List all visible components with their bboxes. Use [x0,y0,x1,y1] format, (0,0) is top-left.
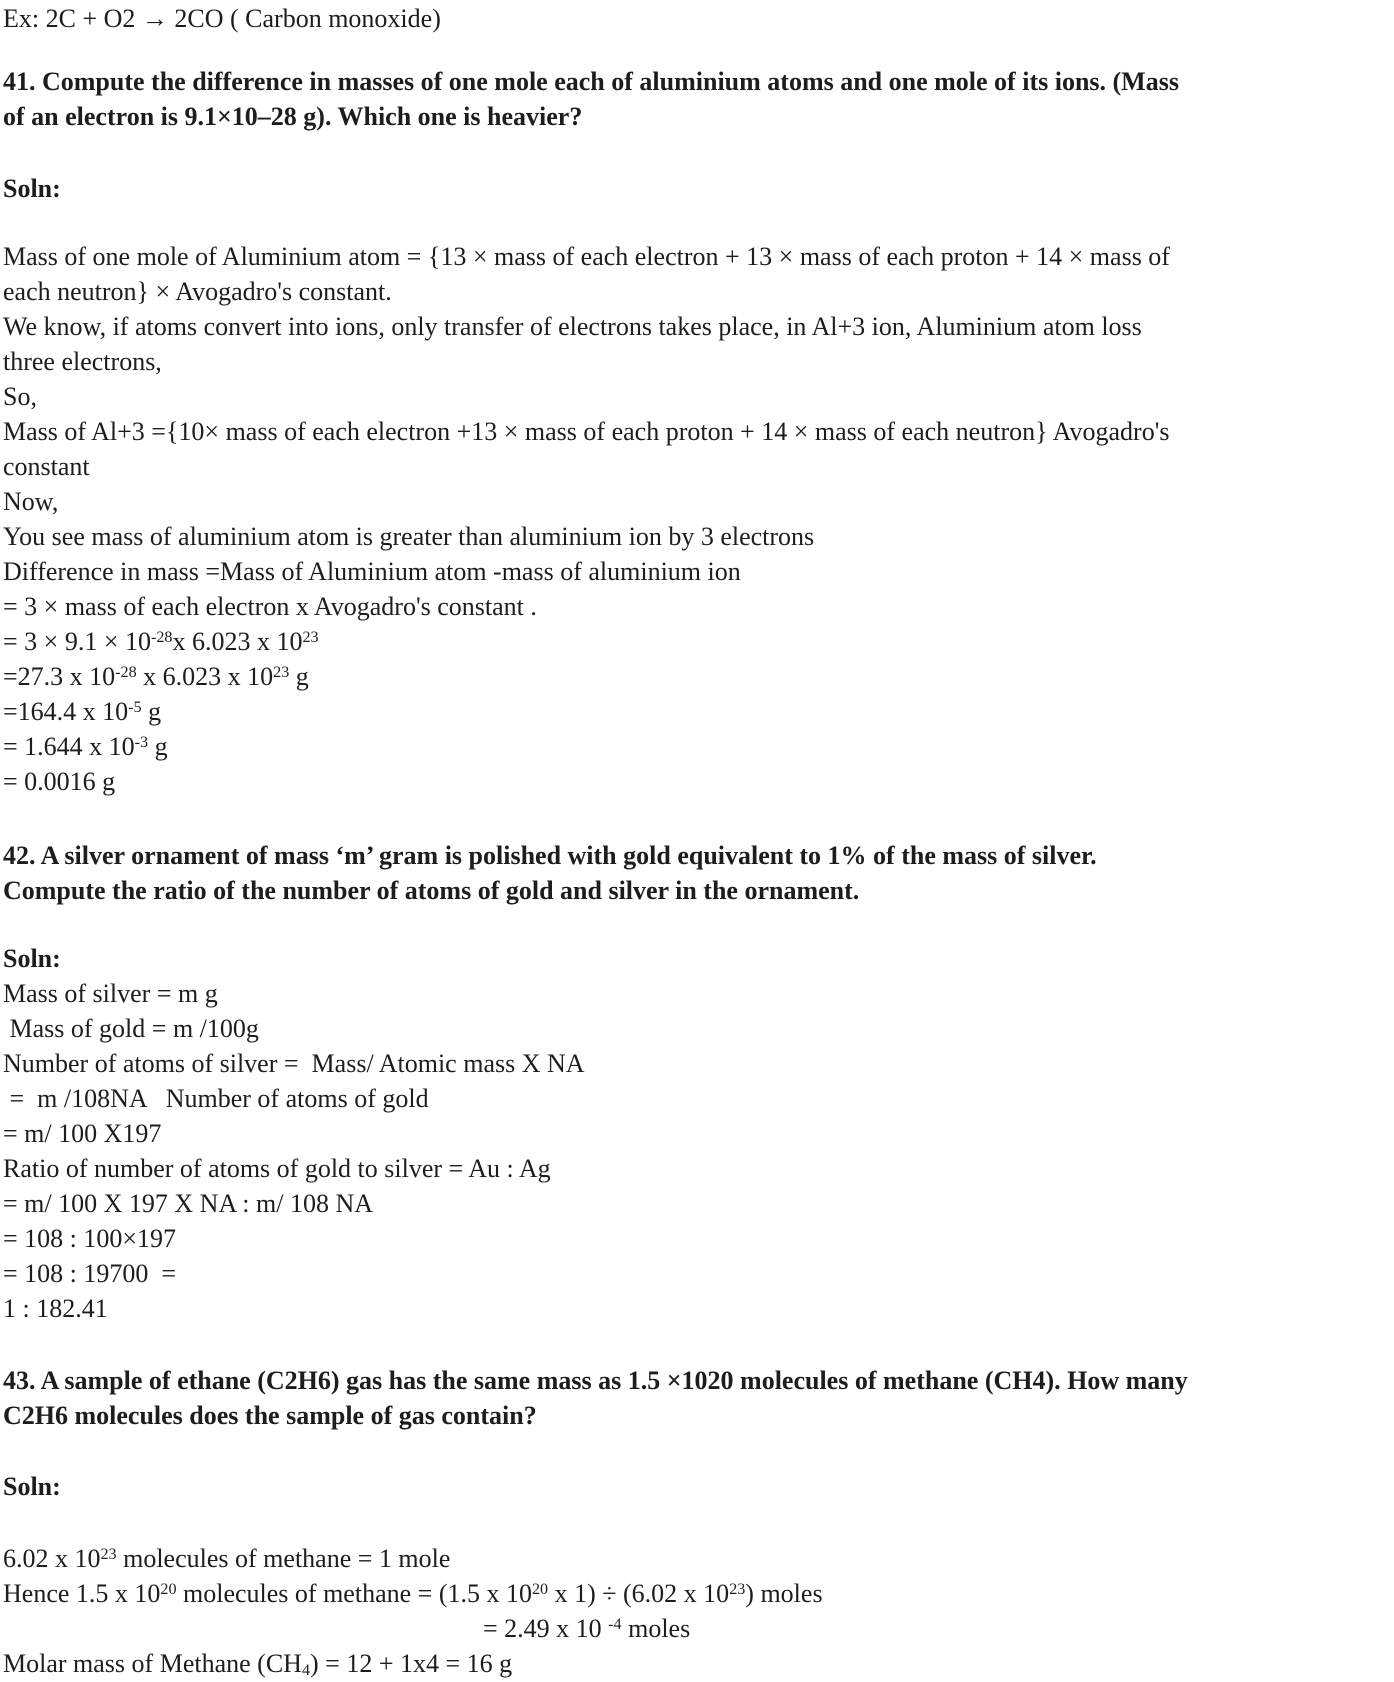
solution-42-line-8 [3,1221,1394,1256]
solution-42-line-5 [3,1116,1394,1151]
solution-41-line-2 [3,274,1394,309]
question-42-line-1 [3,838,1394,873]
text-run: of an electron is 9.1×10–28 g). Which one is heavier? [3,102,583,131]
text-run: = 1.644 x 10 [3,732,135,761]
text-run: molecules of methane = (1.5 x 10 [176,1579,532,1608]
superscript-text: -28 [115,663,137,681]
text-run: 6.02 x 10 [3,1544,101,1573]
text-run: 41. Compute the difference in masses of one mole each of aluminium atoms and one mole of its ions. (Mass [3,67,1179,96]
superscript-text: -28 [151,628,173,646]
solution-41 [3,239,1394,799]
text-run: x 1) ÷ (6.02 x 10 [548,1579,730,1608]
text-run: molecules of methane = 1 mole [116,1544,451,1573]
subscript-text: 4 [301,1661,310,1679]
solution-41-line-3 [3,309,1394,344]
soln-42-label [3,941,1394,976]
text-run: Hence 1.5 x 10 [3,1579,161,1608]
text-run: =164.4 x 10 [3,697,129,726]
text-run: Ex: 2C + O2 → 2CO ( Carbon monoxide) [3,4,441,33]
text-run: = m/ 100 X197 [3,1119,162,1148]
text-run: 42. A silver ornament of mass ‘m’ gram is polished with gold equivalent to 1% of the mass of silver. [3,841,1097,870]
text-run: ) = 12 + 1x4 = 16 g [310,1649,513,1678]
solution-41-line-10 [3,554,1394,589]
solution-41-line-13 [3,659,1394,694]
text-run: Compute the ratio of the number of atoms of gold and silver in the ornament. [3,876,860,905]
solution-41-line-9 [3,519,1394,554]
text-run: x 6.023 x 10 [172,627,303,656]
solution-42-line-10 [3,1291,1394,1326]
soln-42-label-line-1 [3,941,1394,976]
superscript-text: 20 [531,1580,549,1598]
question-43-line-1 [3,1363,1394,1398]
solution-41-line-7 [3,449,1394,484]
text-run: So, [3,382,37,411]
solution-41-line-5 [3,379,1394,414]
example-line-line-1 [3,1,1394,36]
example-line [3,1,1394,36]
solution-43-line-3 [3,1611,1394,1646]
text-run: Mass of gold = m /100g [3,1014,259,1043]
solution-43-line-4 [3,1646,1394,1681]
superscript-text: 20 [160,1580,177,1598]
solution-41-line-8 [3,484,1394,519]
solution-42 [3,976,1394,1326]
soln-43-label [3,1469,1394,1504]
text-run: Number of atoms of silver = Mass/ Atomic mass X NA [3,1049,585,1078]
text-run: Mass of one mole of Aluminium atom = {13 × mass of each electron + 13 × mass of each proton + 14 × mass of [3,242,1170,271]
soln-41-label [3,171,1394,206]
text-run: You see mass of aluminium atom is greater than aluminium ion by 3 electrons [3,522,815,551]
text-run: ) moles [745,1579,823,1608]
text-run: = 108 : 100×197 [3,1224,177,1253]
text-run: Soln: [3,944,61,973]
superscript-text: 23 [100,1545,117,1563]
text-run: = 108 : 19700 = [3,1259,177,1288]
question-41 [3,64,1394,134]
text-run: = 0.0016 g [3,767,116,796]
question-43-line-2 [3,1398,1394,1433]
solution-41-line-11 [3,589,1394,624]
text-run: constant [3,452,90,481]
text-run: Difference in mass =Mass of Aluminium atom -mass of aluminium ion [3,557,741,586]
solution-41-line-14 [3,694,1394,729]
text-run: Soln: [3,1472,61,1501]
solution-43-line-1 [3,1541,1394,1576]
solution-41-line-4 [3,344,1394,379]
text-run: each neutron} × Avogadro's constant. [3,277,392,306]
superscript-text: 23 [729,1580,746,1598]
solution-42-line-7 [3,1186,1394,1221]
solution-41-line-15 [3,729,1394,764]
solution-41-line-1 [3,239,1394,274]
text-run: Molar mass of Methane (CH [3,1649,302,1678]
solution-42-line-3 [3,1046,1394,1081]
text-run: = m/ 100 X 197 X NA : m/ 108 NA [3,1189,374,1218]
text-run: Ratio of number of atoms of gold to silver = Au : Ag [3,1154,551,1183]
text-run: Soln: [3,174,61,203]
solution-42-line-1 [3,976,1394,1011]
question-41-line-2 [3,99,1394,134]
text-run: C2H6 molecules does the sample of gas contain? [3,1401,537,1430]
text-run: 43. A sample of ethane (C2H6) gas has the same mass as 1.5 ×1020 molecules of methane (CH4). How many [3,1366,1188,1395]
solution-42-line-4 [3,1081,1394,1116]
text-run: Mass of silver = m g [3,979,218,1008]
solution-42-line-2 [3,1011,1394,1046]
text-run: 1 : 182.41 [3,1294,108,1323]
solution-41-line-12 [3,624,1394,659]
superscript-text: 23 [273,663,290,681]
superscript-text: -3 [134,733,149,751]
text-run: three electrons, [3,347,162,376]
text-run: = 3 × 9.1 × 10 [3,627,151,656]
text-run: Now, [3,487,59,516]
question-42 [3,838,1394,908]
text-run: x 6.023 x 10 [136,662,274,691]
question-42-line-2 [3,873,1394,908]
solution-43-line-2 [3,1576,1394,1611]
text-run: Mass of Al+3 ={10× mass of each electron +13 × mass of each proton + 14 × mass of each neutron} Avogadro's [3,417,1170,446]
solution-43 [3,1541,1394,1681]
text-run: = 2.49 x 10 [483,1614,609,1643]
question-43 [3,1363,1394,1433]
text-run: g [141,697,162,726]
solution-42-line-9 [3,1256,1394,1291]
text-run: =27.3 x 10 [3,662,116,691]
text-run: = 3 × mass of each electron x Avogadro's constant . [3,592,537,621]
superscript-text: 23 [302,628,319,646]
solution-42-line-6 [3,1151,1394,1186]
soln-41-label-line-1 [3,171,1394,206]
text-run: We know, if atoms convert into ions, only transfer of electrons takes place, in Al+3 ion, Aluminium atom loss [3,312,1142,341]
question-41-line-1 [3,64,1394,99]
text-run: g [289,662,309,691]
superscript-text: -5 [128,698,142,716]
solution-41-line-6 [3,414,1394,449]
text-run: moles [621,1614,691,1643]
soln-43-label-line-1 [3,1469,1394,1504]
text-run: = m /108NA Number of atoms of gold [3,1084,429,1113]
text-run: g [148,732,168,761]
solution-41-line-16 [3,764,1394,799]
superscript-text: -4 [608,1615,622,1633]
